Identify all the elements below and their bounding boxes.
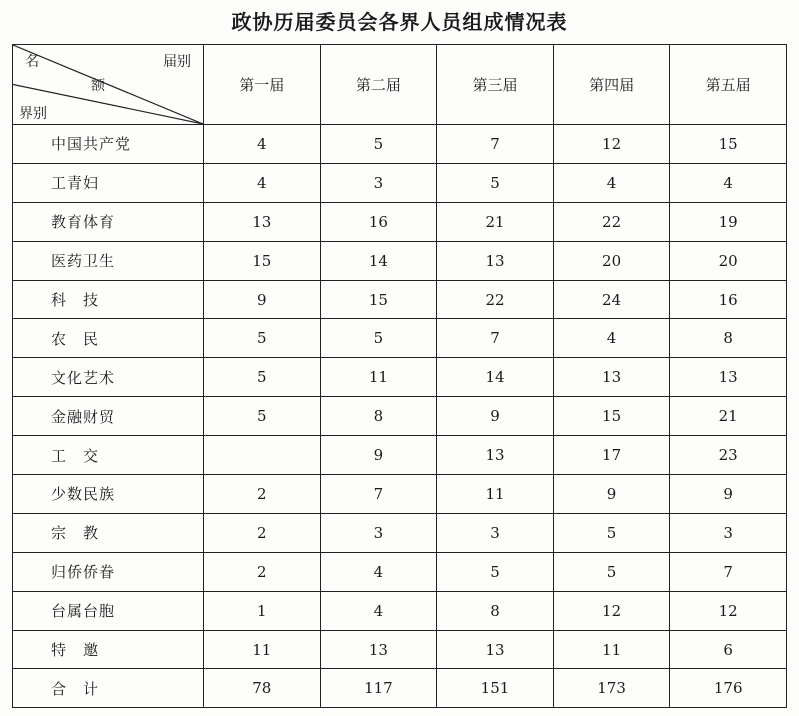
table-cell: 4 [204,125,321,164]
table-cell: 15 [670,125,787,164]
table-cell: 11 [553,630,670,669]
table-title: 政协历届委员会各界人员组成情况表 [231,10,568,34]
table-cell: 5 [553,552,670,591]
table-cell: 12 [553,591,670,630]
table-row [13,630,787,669]
table-cell: 13 [670,358,787,397]
table-cell: 4 [670,163,787,202]
row-label: 工青妇 [13,163,204,202]
table-row [13,125,787,164]
table-cell: 9 [437,397,554,436]
table-cell: 13 [320,630,437,669]
corner-header-cell [13,45,204,125]
table-row [13,358,787,397]
table-cell: 11 [437,475,554,514]
row-label: 合 计 [13,669,204,708]
table-cell: 20 [670,241,787,280]
table-cell: 11 [320,358,437,397]
table-cell: 5 [204,397,321,436]
row-label: 科 技 [13,280,204,319]
table-cell: 5 [320,319,437,358]
table-cell: 13 [204,202,321,241]
table-row [13,241,787,280]
table-cell: 2 [204,552,321,591]
table-body [13,125,787,708]
table-cell: 1 [204,591,321,630]
table-cell: 9 [670,475,787,514]
header-row [13,45,787,125]
table-cell: 8 [320,397,437,436]
table-cell: 6 [670,630,787,669]
table-cell: 13 [437,241,554,280]
table-row [13,669,787,708]
table-cell: 15 [320,280,437,319]
table-cell: 22 [437,280,554,319]
table-cell: 173 [553,669,670,708]
row-label: 金融财贸 [13,397,204,436]
table-cell: 2 [204,513,321,552]
table-cell: 5 [437,163,554,202]
table-cell: 5 [553,513,670,552]
row-label: 归侨侨眷 [13,552,204,591]
table-cell: 5 [320,125,437,164]
table-cell: 4 [553,319,670,358]
table-cell: 2 [204,475,321,514]
row-label: 工 交 [13,436,204,475]
table-cell: 9 [204,280,321,319]
table-cell: 4 [204,163,321,202]
column-header: 第一届 [204,45,321,125]
table-cell: 16 [320,202,437,241]
table-row [13,475,787,514]
table-cell: 151 [437,669,554,708]
table-cell: 7 [670,552,787,591]
table-cell: 13 [437,436,554,475]
table-cell: 19 [670,202,787,241]
table-cell: 8 [670,319,787,358]
table-cell: 22 [553,202,670,241]
table-cell: 117 [320,669,437,708]
row-label: 少数民族 [13,475,204,514]
table-cell: 14 [320,241,437,280]
column-header: 第四届 [553,45,670,125]
table-cell: 14 [437,358,554,397]
table-cell: 176 [670,669,787,708]
table-cell: 4 [320,552,437,591]
row-label: 教育体育 [13,202,204,241]
table-cell: 4 [553,163,670,202]
table-cell: 21 [670,397,787,436]
corner-label-jiebie: 届别 [163,54,191,70]
table-cell: 15 [553,397,670,436]
row-label: 特 邀 [13,630,204,669]
table-row [13,591,787,630]
row-label: 医药卫生 [13,241,204,280]
table-cell: 7 [437,319,554,358]
table-row [13,163,787,202]
table-cell: 24 [553,280,670,319]
table-cell: 11 [204,630,321,669]
table-row [13,552,787,591]
corner-label-e: 额 [91,78,105,94]
table-cell: 12 [553,125,670,164]
table-cell: 12 [670,591,787,630]
table-row [13,280,787,319]
table-cell: 20 [553,241,670,280]
table-cell: 5 [437,552,554,591]
table-cell: 9 [320,436,437,475]
table-cell: 16 [670,280,787,319]
table-cell: 23 [670,436,787,475]
table-cell: 8 [437,591,554,630]
table-row [13,436,787,475]
row-label: 宗 教 [13,513,204,552]
table-cell: 3 [320,513,437,552]
table-cell: 13 [437,630,554,669]
table-row [13,202,787,241]
row-label: 台属台胞 [13,591,204,630]
table-cell: 7 [320,475,437,514]
table-cell: 5 [204,319,321,358]
column-header: 第二届 [320,45,437,125]
table-cell: 4 [320,591,437,630]
column-header: 第三届 [437,45,554,125]
table-row [13,319,787,358]
table-cell: 17 [553,436,670,475]
table-cell: 9 [553,475,670,514]
row-label: 农 民 [13,319,204,358]
table-cell: 15 [204,241,321,280]
corner-label-ming: 名 [25,54,39,70]
table-cell: 21 [437,202,554,241]
table-cell: 7 [437,125,554,164]
row-label: 中国共产党 [13,125,204,164]
composition-table [12,44,787,708]
table-cell: 5 [204,358,321,397]
table-cell: 78 [204,669,321,708]
table-cell: 3 [437,513,554,552]
table-cell: 13 [553,358,670,397]
column-header: 第五届 [670,45,787,125]
row-label: 文化艺术 [13,358,204,397]
table-row [13,513,787,552]
table-cell: 3 [320,163,437,202]
table-row [13,397,787,436]
corner-label-jiebie-sector: 界别 [19,106,47,122]
table-cell: 3 [670,513,787,552]
table-cell [204,436,321,475]
